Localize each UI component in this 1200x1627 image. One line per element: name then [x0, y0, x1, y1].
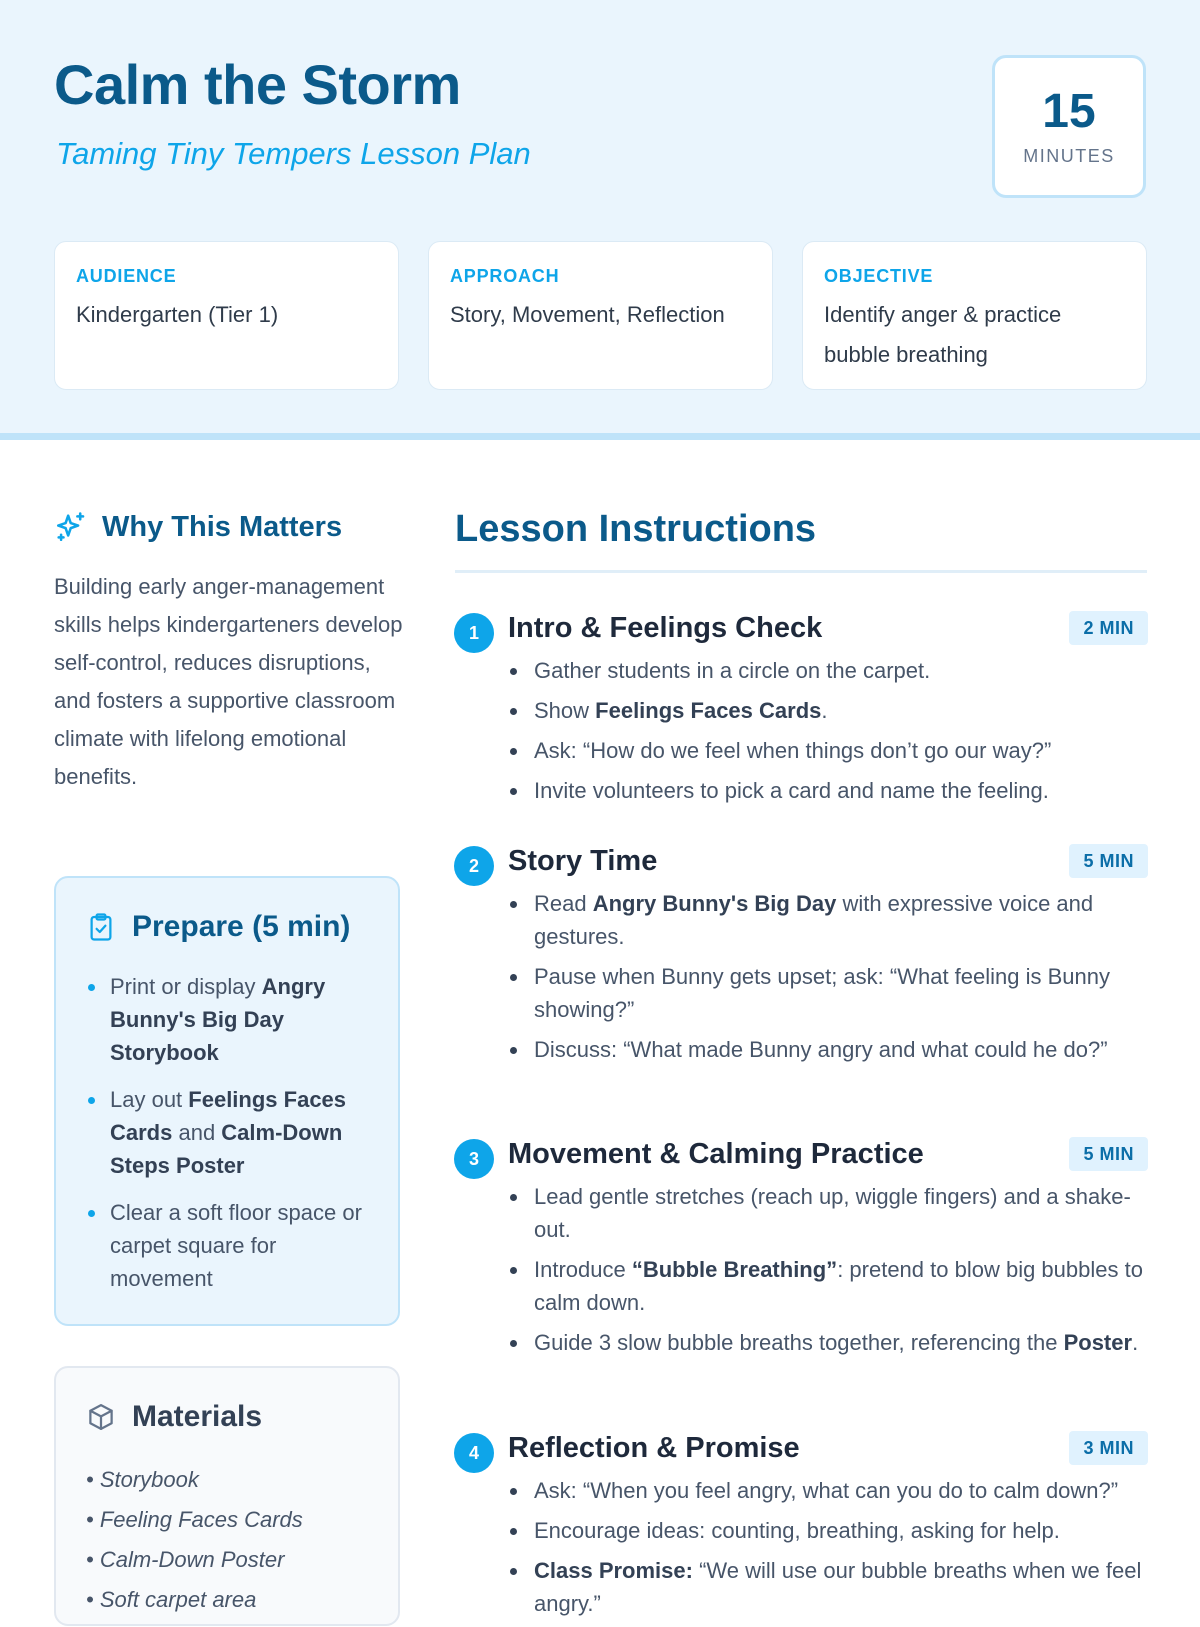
step-duration-badge: 2 MIN: [1069, 611, 1148, 645]
prepare-heading: [86, 910, 350, 944]
materials-heading: [86, 1400, 262, 1434]
materials-card: [54, 1366, 400, 1626]
list-item: Ask: “How do we feel when things don’t go our way?”: [508, 734, 1148, 767]
list-item: Class Promise: “We will use our bubble breaths when we feel angry.”: [508, 1554, 1148, 1620]
approach-card: [428, 241, 773, 390]
clipboard-check-icon: [86, 912, 116, 942]
list-item: • Soft carpet area: [86, 1587, 257, 1612]
list-item: Encourage ideas: counting, breathing, asking for help.: [508, 1514, 1148, 1547]
page-title: Calm the Storm: [54, 53, 461, 116]
step-number: 3: [454, 1139, 494, 1179]
list-item: Read Angry Bunny's Big Day with expressive voice and gestures.: [508, 887, 1148, 953]
lesson-step-1: [454, 608, 1148, 814]
list-item: • Feeling Faces Cards: [86, 1507, 303, 1532]
list-item: • Calm-Down Poster: [86, 1547, 285, 1572]
heading-divider: [455, 570, 1147, 573]
why-heading: [54, 507, 342, 547]
list-item: Gather students in a circle on the carpet.: [508, 654, 1148, 687]
step-title: Story Time: [508, 845, 658, 877]
approach-value: Story, Movement, Reflection: [450, 302, 725, 327]
materials-heading-text: Materials: [132, 1400, 263, 1433]
prepare-list: [86, 970, 366, 1309]
why-paragraph: Building early anger-management skills helps kindergarteners develop self-control, reduces disruptions, and fosters a supportive classroom climate with lifelong emotional benefits.: [54, 574, 403, 789]
lesson-heading: Lesson Instructions: [455, 508, 817, 550]
step-list: [508, 654, 1148, 807]
step-duration-badge: 5 MIN: [1069, 844, 1148, 878]
step-duration-badge: 3 MIN: [1069, 1431, 1148, 1465]
prepare-card: [54, 876, 400, 1326]
duration-unit: MINUTES: [1023, 146, 1115, 166]
list-item: Invite volunteers to pick a card and name the feeling.: [508, 774, 1148, 807]
objective-card: [802, 241, 1147, 390]
list-item: Show Feelings Faces Cards.: [508, 694, 1148, 727]
list-item: Clear a soft floor space or carpet square for movement: [86, 1196, 366, 1295]
objective-label: OBJECTIVE: [824, 266, 934, 286]
list-item: Lay out Feelings Faces Cards and Calm-Down Steps Poster: [86, 1083, 366, 1182]
list-item: Lead gentle stretches (reach up, wiggle fingers) and a shake-out.: [508, 1180, 1148, 1246]
step-list: [508, 1180, 1148, 1359]
list-item: Print or display Angry Bunny's Big Day Storybook: [86, 970, 366, 1069]
list-item: Guide 3 slow bubble breaths together, referencing the Poster.: [508, 1326, 1148, 1359]
sparkles-icon: [54, 510, 88, 544]
step-number: 4: [454, 1433, 494, 1473]
lesson-header: [0, 0, 1200, 440]
lesson-step-2: [454, 841, 1148, 1073]
step-title: Intro & Feelings Check: [508, 612, 823, 644]
step-list: [508, 887, 1148, 1066]
list-item: • Storybook: [86, 1467, 199, 1492]
approach-label: APPROACH: [450, 266, 560, 286]
box-icon: [86, 1402, 116, 1432]
step-list: [508, 1474, 1148, 1620]
list-item: Discuss: “What made Bunny angry and what could he do?”: [508, 1033, 1148, 1066]
step-number: 1: [454, 613, 494, 653]
step-duration-badge: 5 MIN: [1069, 1137, 1148, 1171]
step-title: Movement & Calming Practice: [508, 1138, 924, 1170]
duration-value: 15: [1042, 85, 1096, 138]
audience-card: [54, 241, 399, 390]
audience-label: AUDIENCE: [76, 266, 177, 286]
list-item: Pause when Bunny gets upset; ask: “What feeling is Bunny showing?”: [508, 960, 1148, 1026]
list-item: Ask: “When you feel angry, what can you do to calm down?”: [508, 1474, 1148, 1507]
objective-value: Identify anger & practice bubble breathing: [824, 302, 1062, 367]
list-item: Introduce “Bubble Breathing”: pretend to blow big bubbles to calm down.: [508, 1253, 1148, 1319]
audience-value: Kindergarten (Tier 1): [76, 302, 279, 327]
lesson-step-3: [454, 1134, 1148, 1366]
page-subtitle: Taming Tiny Tempers Lesson Plan: [56, 136, 531, 171]
materials-list: [86, 1460, 303, 1620]
lesson-step-4: [454, 1428, 1148, 1627]
prepare-heading-text: Prepare (5 min): [132, 910, 351, 943]
step-title: Reflection & Promise: [508, 1432, 800, 1464]
step-number: 2: [454, 846, 494, 886]
duration-badge: [992, 55, 1146, 198]
why-heading-text: Why This Matters: [102, 510, 343, 543]
